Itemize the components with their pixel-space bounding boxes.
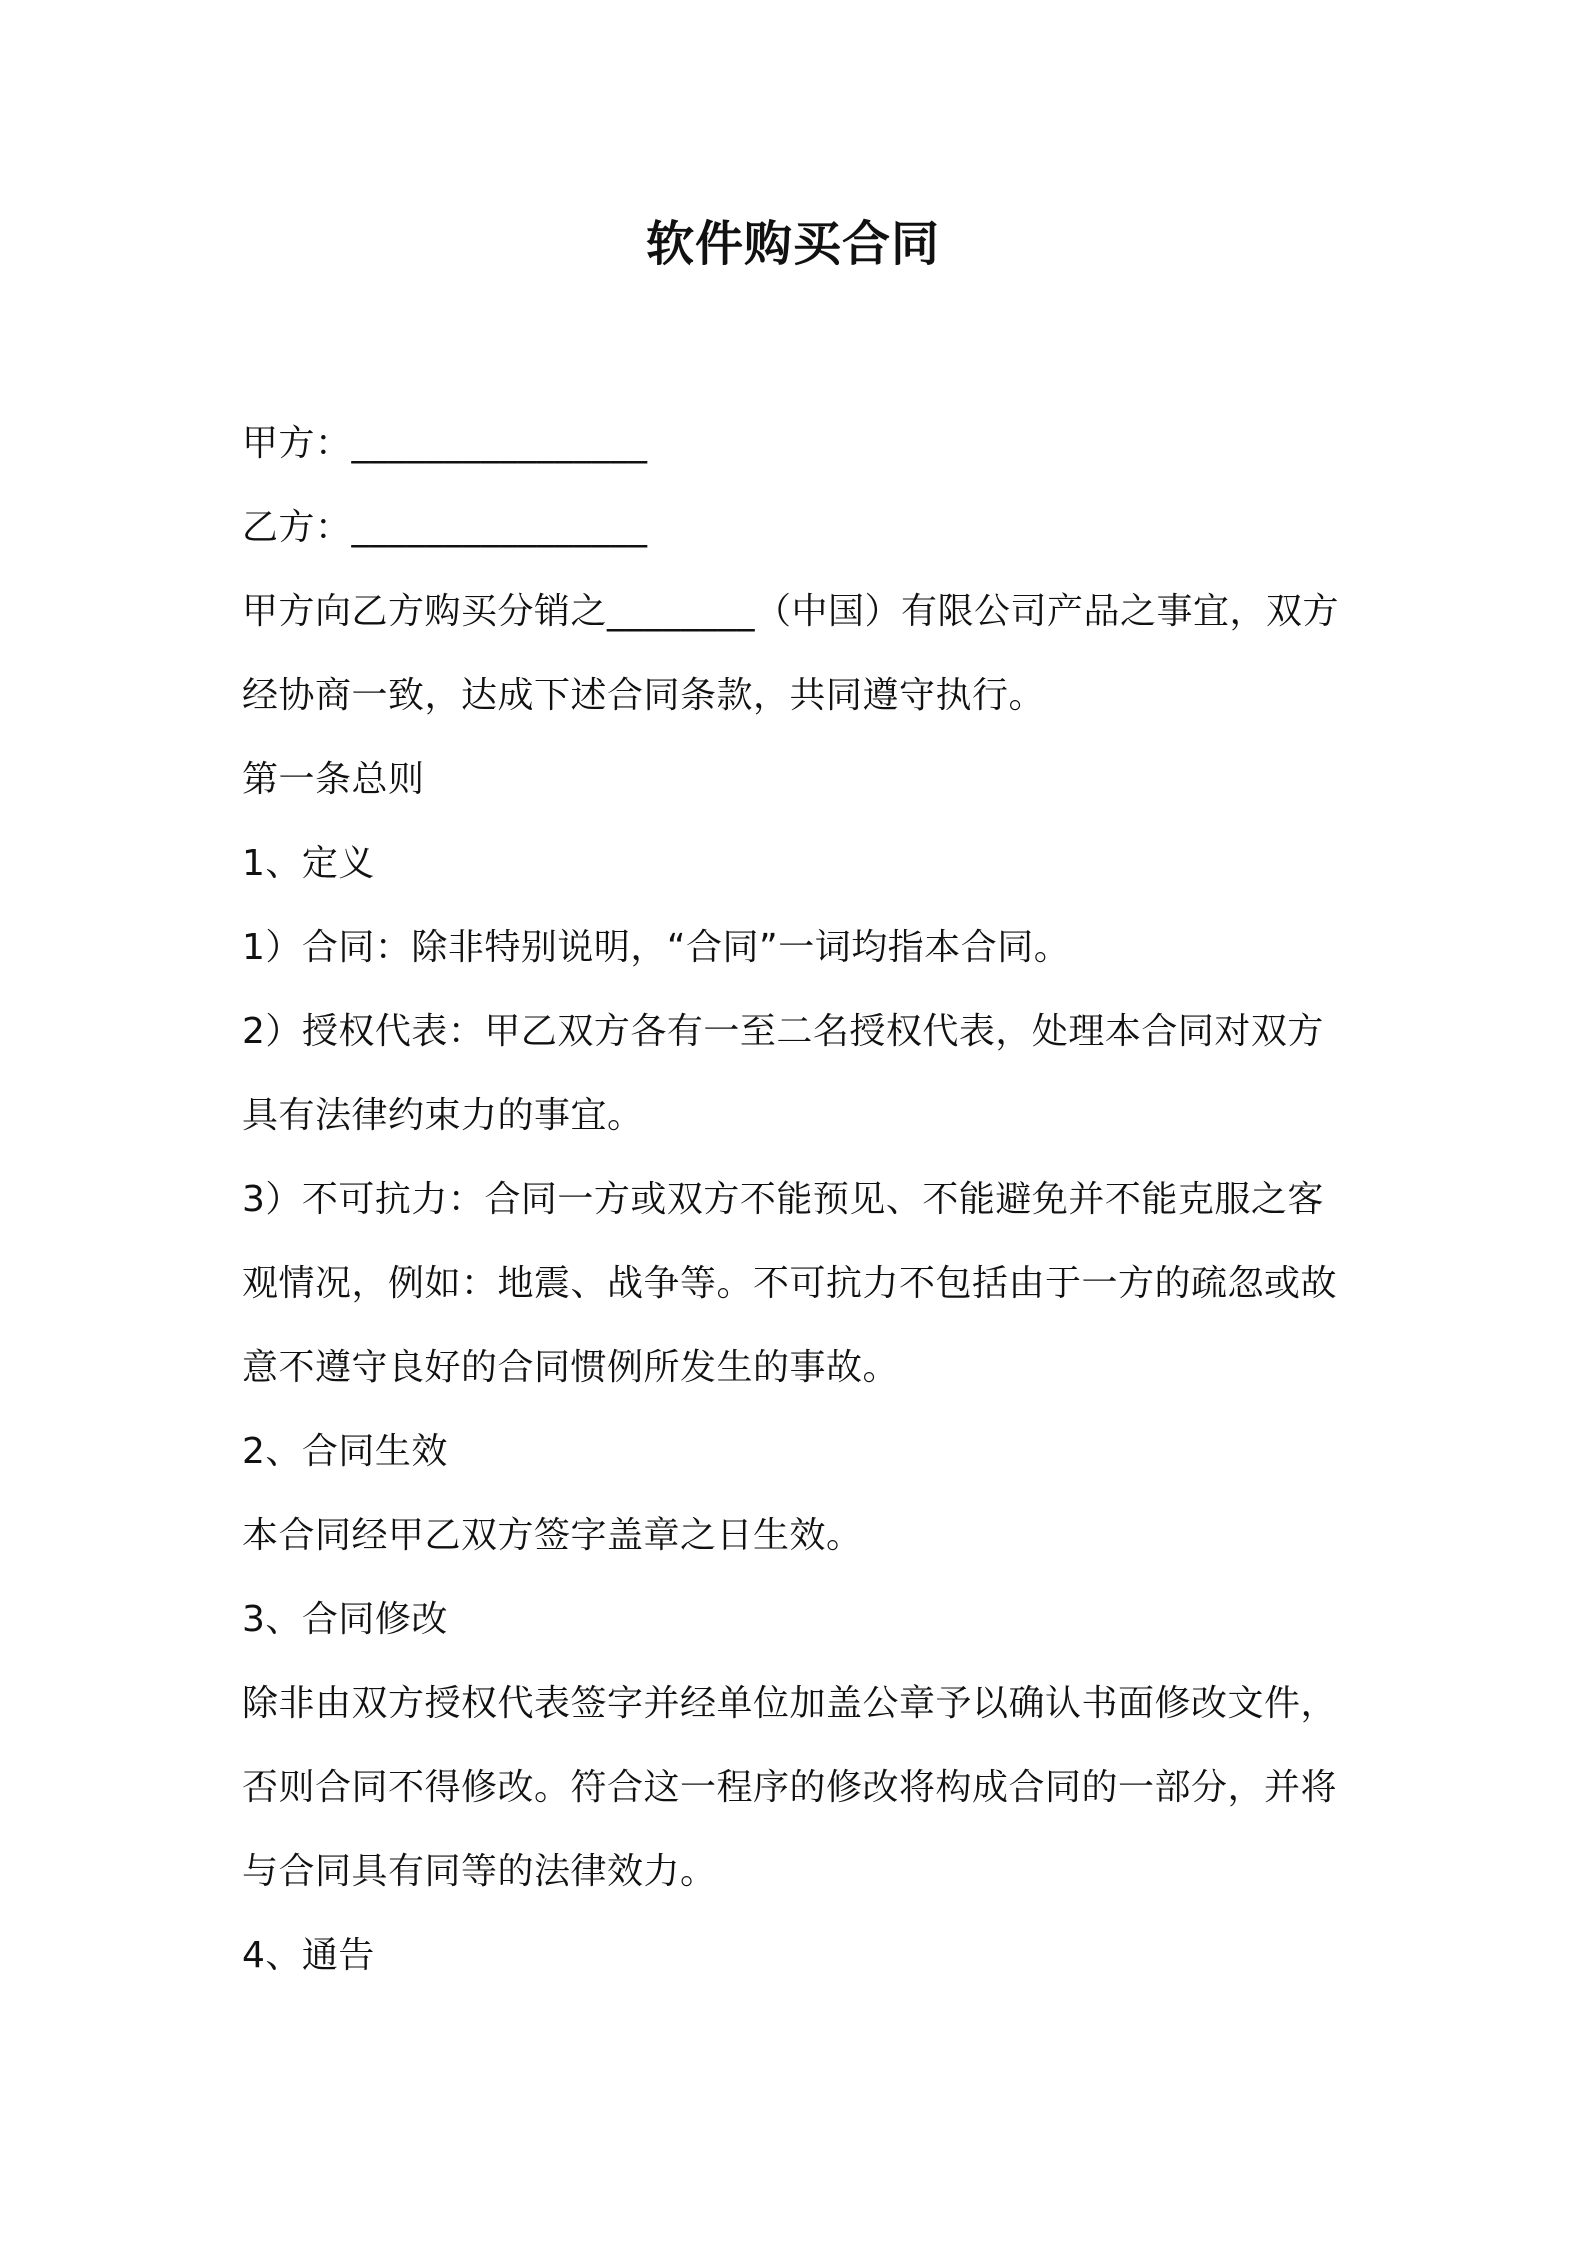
- party-a-line: 甲方：________________: [242, 423, 648, 464]
- body-line: 3）不可抗力：合同一方或双方不能预见、不能避免并不能克服之客: [242, 1179, 1324, 1220]
- body-line: 1）合同：除非特别说明，“合同”一词均指本合同。: [242, 927, 1071, 968]
- document-title: 软件购买合同: [645, 216, 940, 272]
- body-line: 2）授权代表：甲乙双方各有一至二名授权代表，处理本合同对双方: [242, 1011, 1324, 1052]
- section-heading: 2、合同生效: [242, 1431, 448, 1472]
- article-heading: 第一条总则: [242, 759, 425, 800]
- body-line: 否则合同不得修改。符合这一程序的修改将构成合同的一部分，并将: [242, 1767, 1338, 1808]
- party-b-line: 乙方：________________: [242, 507, 648, 548]
- body-line: 经协商一致，达成下述合同条款，共同遵守执行。: [242, 675, 1046, 716]
- section-heading: 4、通告: [242, 1935, 375, 1976]
- body-line: 除非由双方授权代表签字并经单位加盖公章予以确认书面修改文件，: [242, 1683, 1338, 1724]
- body-line: 具有法律约束力的事宜。: [242, 1095, 644, 1136]
- body-line: 与合同具有同等的法律效力。: [242, 1851, 717, 1892]
- body-line: 意不遵守良好的合同惯例所发生的事故。: [242, 1347, 900, 1388]
- body-line: 观情况，例如：地震、战争等。不可抗力不包括由于一方的疏忽或故: [242, 1263, 1338, 1304]
- body-line: 本合同经甲乙双方签字盖章之日生效。: [242, 1515, 863, 1556]
- section-heading: 3、合同修改: [242, 1599, 448, 1640]
- document-body: [242, 402, 1354, 1998]
- section-heading: 1、定义: [242, 843, 375, 884]
- body-line: 甲方向乙方购买分销之________（中国）有限公司产品之事宜，双方: [242, 591, 1340, 632]
